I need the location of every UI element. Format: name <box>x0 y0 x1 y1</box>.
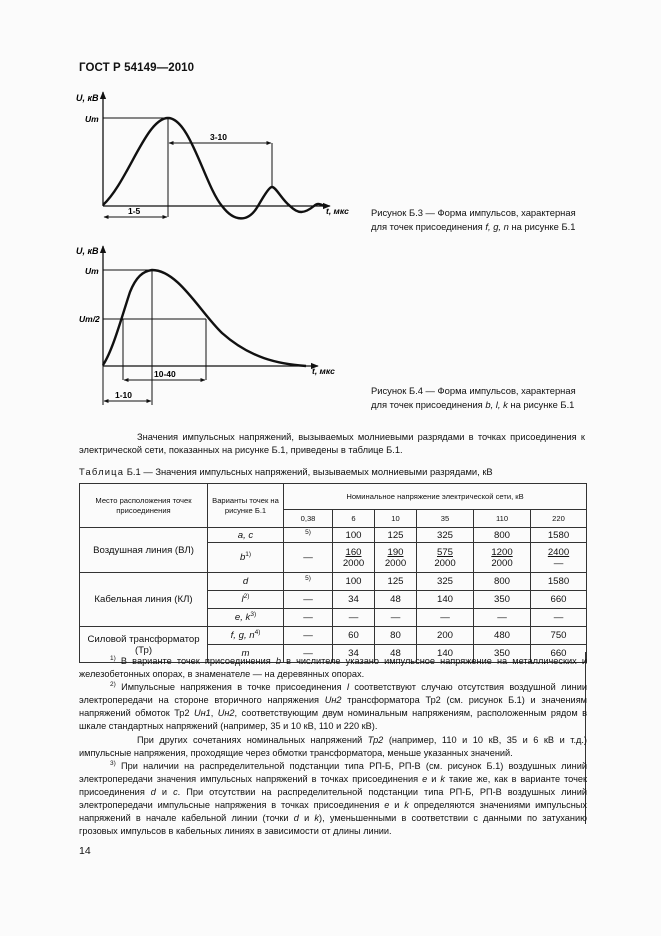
voltage-6: 6 <box>333 510 375 528</box>
variant-cell: $l^{2)}$ <box>208 591 284 609</box>
fig-b4-half-label: Um/2 <box>79 314 100 324</box>
variant-cell: e, $k^{3)}$ <box>208 609 284 627</box>
col-voltage-header: Номинальное напряжение электрической сети, кВ <box>284 484 587 510</box>
figure-b4-caption: Рисунок Б.4 — Форма импульсов, характерная для точек присоединения b, l, k на рисунке Б.1 <box>371 385 576 410</box>
variant-cell: $b^{1)}$ <box>208 543 284 573</box>
table-row: $b^{1)}$ — 160 2000 190 2000 575 2000 1200 2000 2400 — <box>80 543 587 573</box>
table-row: $l^{2)}$ — 34 48 140 350 660 <box>80 591 587 609</box>
fig-b4-um-label: Um <box>85 266 99 276</box>
table-notes <box>79 655 587 838</box>
table-row: Воздушная линия (ВЛ) a, c $^{5)}$ 100 125 325 800 1580 <box>80 528 587 543</box>
voltage-0-38: 0,38 <box>284 510 333 528</box>
note-2-continued: При других сочетаниях номинальных напряжений Тр2 (например, 110 и 10 кВ, 35 и 6 кВ и т.д.) импульсные напряжения, проходящие через обмотки трансформатора, меньше указанных значений. <box>79 734 587 758</box>
table-row: m — 34 48 140 350 660 <box>80 645 587 663</box>
fig-b3-y-label: U, кВ <box>76 93 99 103</box>
fig-b3-um-label: Um <box>85 114 99 124</box>
note-ref: 5) <box>305 574 311 582</box>
col-location-header: Место расположения точек присоединения <box>80 484 208 528</box>
variant-cell: m <box>208 645 284 663</box>
fig-b3-span-long-label: 3-10 <box>210 132 228 142</box>
page-number: 14 <box>79 845 91 857</box>
fig-b4-span-long-label: 10-40 <box>154 369 176 379</box>
voltage-35: 35 <box>417 510 474 528</box>
note-1: $^{1)}$ В варианте точек присоединения b в числителе указано импульсное напряжение на металлических и железобетонных опорах, в знаменателе — на деревянных опорах. <box>79 654 587 680</box>
intro-paragraph: Значения импульсных напряжений, вызываемых молниевыми разрядами в точках присоединения к электрической сети, показанных на рисунке Б.1, приведены в таблице Б.1. <box>79 432 585 456</box>
table-row: Кабельная линия (КЛ) d $^{5)}$ 100 125 325 800 1580 <box>80 573 587 591</box>
cable-line-label: Кабельная линия (КЛ) <box>80 573 208 627</box>
col-variants-header: Варианты точек на рисунке Б.1 <box>208 484 284 528</box>
variant-cell: a, c <box>208 528 284 543</box>
fig-b4-span-short-label: 1-10 <box>115 390 133 400</box>
variant-cell: f, g, $n^{4)}$ <box>208 627 284 645</box>
figure-b3-caption: Рисунок Б.3 — Форма импульсов, характерная для точек присоединения f, g, n на рисунке Б.1 <box>371 207 576 232</box>
table-row: e, $k^{3)}$ — — — — — — <box>80 609 587 627</box>
fig-b3-t-label: t, мкс <box>326 206 349 216</box>
note-2: $^{2)}$ Импульсные напряжения в точке присоединения l соответствуют случаю отсутствия воздушной линии электропередачи на стороне вторичного напряжения Uн2 трансформатора Тр2 (см. рисунок Б.1) и значениям напряжений обмоток Тр2 Uн1, Uн2, соответствующим двум номинальным напряжениям, расположенным рядом в шкале стандартных напряжений (например, 35 и 10 кВ, 110 и 220 кВ). <box>79 681 588 732</box>
standard-header: ГОСТ Р 54149—2010 <box>79 62 195 74</box>
variant-cell: d <box>208 573 284 591</box>
figure-b3 <box>76 92 349 218</box>
voltage-110: 110 <box>474 510 531 528</box>
transformer-label: Силовой трансформатор (Тр) <box>80 627 208 663</box>
fig-b4-y-label: U, кВ <box>76 246 99 256</box>
voltage-table <box>79 483 587 663</box>
table-title: Таблица Б.1 — Значения импульсных напряжений, вызываемых молниевыми разрядами, кВ <box>79 466 493 477</box>
figure-b4 <box>76 246 335 405</box>
fig-b4-waveform <box>103 270 306 366</box>
voltage-220: 220 <box>531 510 587 528</box>
overhead-line-label: Воздушная линия (ВЛ) <box>80 528 208 573</box>
note-3: $^{3)}$ При наличии на распределительной подстанции типа РП-Б, РП-В (см. рисунок Б.1) воздушных линий электропередачи значения импульсных напряжений в точках присоединения e и k такие же, как в варианте точек присоединения d и c. При отсутствии на распределительной подстанции типа РП-Б, РП-В воздушных линий электропередачи импульсные напряжения в точках присоединения e и k определяются значениями импульсных напряжений в начале кабельной линии (точки d и k), уменьшенными в соответствии с данными по затуханию грозовых импульсов в кабельных линиях в зависимости от длины линии. <box>79 759 587 837</box>
fig-b3-span-short-label: 1-5 <box>128 206 141 216</box>
voltage-10: 10 <box>375 510 417 528</box>
note-ref: 5) <box>305 528 311 536</box>
fig-b4-t-label: t, мкс <box>312 366 335 376</box>
table-row: Силовой трансформатор (Тр) f, g, $n^{4)}$ — 60 80 200 480 750 <box>80 627 587 645</box>
